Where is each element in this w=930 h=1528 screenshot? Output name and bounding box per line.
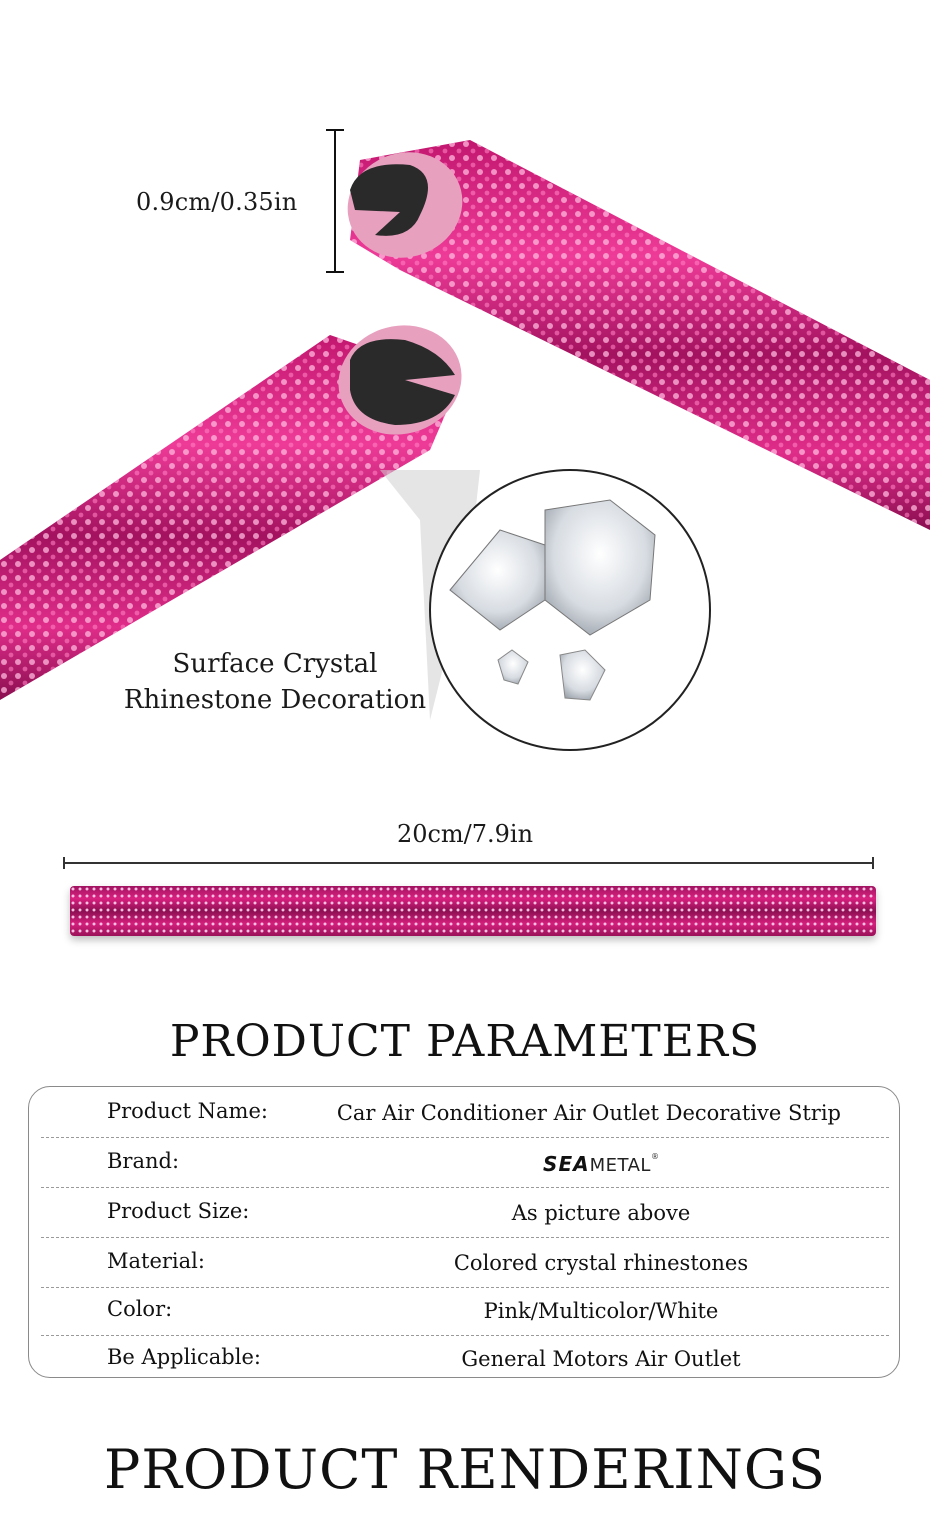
feature-label-line1: Surface Crystal	[172, 649, 378, 679]
param-label: Brand:	[107, 1149, 180, 1173]
param-row-material	[41, 1239, 889, 1288]
brand-logo	[341, 1152, 861, 1176]
param-label: Product Size:	[107, 1199, 250, 1223]
length-tick-left	[63, 857, 65, 869]
diameter-dimension	[326, 130, 344, 272]
param-value: General Motors Air Outlet	[461, 1347, 741, 1371]
param-label: Be Applicable:	[107, 1345, 261, 1369]
length-label: 20cm/7.9in	[396, 820, 534, 848]
param-row-product-name	[41, 1089, 889, 1138]
brand-logo-light: METAL	[589, 1155, 651, 1176]
param-row-be-applicable	[41, 1335, 889, 1383]
param-value: As picture above	[511, 1201, 691, 1225]
product-strip-image	[70, 886, 876, 936]
param-value: Colored crystal rhinestones	[453, 1251, 749, 1275]
parameters-heading: PRODUCT PARAMETERS	[169, 1016, 761, 1067]
feature-label	[110, 646, 440, 718]
diameter-label: 0.9cm/0.35in	[136, 188, 298, 216]
renderings-heading: PRODUCT RENDERINGS	[104, 1438, 826, 1501]
length-dimension-line	[64, 862, 874, 864]
param-label: Product Name:	[107, 1099, 268, 1123]
lower-tube	[0, 312, 474, 700]
param-label: Color:	[107, 1297, 173, 1321]
feature-label-line2: Rhinestone Decoration	[123, 685, 427, 715]
parameters-table	[28, 1086, 900, 1378]
param-row-color	[41, 1287, 889, 1336]
param-row-product-size	[41, 1189, 889, 1238]
param-label: Material:	[107, 1249, 205, 1273]
rhinestone-magnifier	[430, 470, 710, 750]
brand-logo-bold: SEA	[543, 1152, 590, 1176]
param-value: Car Air Conditioner Air Outlet Decorative Strip	[336, 1101, 841, 1125]
registered-mark: ®	[650, 1152, 659, 1161]
param-row-brand	[41, 1139, 889, 1188]
length-tick-right	[872, 857, 874, 869]
param-value: Pink/Multicolor/White	[483, 1299, 719, 1323]
